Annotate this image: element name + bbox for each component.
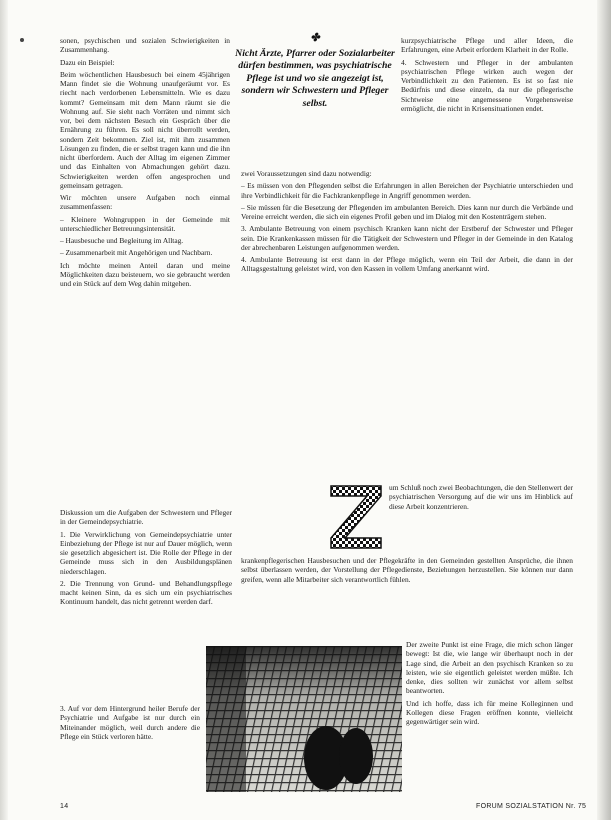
pull-quote <box>234 32 396 111</box>
paragraph: Wir möchten unsere Aufgaben noch einmal zusammenfassen: <box>60 193 230 212</box>
paragraph: 4. Ambulante Betreuung ist erst dann in der Pflege möglich, wenn ein Teil der Arbeit, die dann in der Alltagsgestaltung geleistet wird, von den Kassen in vollem Umfang anerkannt wird. <box>241 255 573 274</box>
pull-quote-text: Nicht Ärzte, Pfarrer oder Sozialarbeiter dürfen bestimmen, was psychiatrische Pflege ist und wo sie angezeigt ist, sondern wir Schwestern und Pfleger selbst. <box>235 47 395 109</box>
paragraph: 2. Die Trennung von Grund- und Behandlungspflege macht keinen Sinn, da es sich um ein psychiatrisches Kontinuum handelt, das nicht getrennt werden darf. <box>60 578 232 607</box>
paragraph: – Hausbesuche und Begleitung im Alltag. <box>60 236 184 245</box>
dropcap-z-letter <box>327 484 385 550</box>
column-left-lower <box>60 508 232 610</box>
paragraph: um Schluß noch zwei Beobachtungen, die den Stellenwert der psychiatrischen Versorgung auf die wir uns im Hinblick auf diese Arbeit konzentrieren. <box>389 483 573 511</box>
dropcap-paragraph <box>389 483 573 514</box>
magazine-footer: FORUM SOZIALSTATION Nr. 75 <box>476 803 587 810</box>
paragraph: Der zweite Punkt ist eine Frage, die mich schon länger bewegt: Ist die, wie lange wir überhaupt noch in der Lage sind, die Arbeit an den psychisch Kranken so zu leisten, wie sie eigentlich geleistet werden müßte. Ich denke, dies sollten wir zunächst vor allem selbst beantworten. <box>406 640 573 696</box>
paragraph: zwei Voraussetzungen sind dazu notwendig: <box>241 169 372 178</box>
ornament-icon: ✤ <box>310 32 320 44</box>
paragraph: 3. Auf vor dem Hintergrund heiler Berufe der Psychiatrie und Aufgabe ist nur durch ein Miteinander möglich, weil durch andere die Pflege ein Stück verloren hätte. <box>60 704 200 741</box>
paragraph: 4. Schwestern und Pfleger in der ambulanten psychiatrischen Pflege wirken auch wegen der Verbindlichkeit zu den Patienten. Es ist so fast nie Bedürfnis und diese einzeln, da nur die pflegerische Sichtweise eine angemessene Vorgehensweise ermöglicht, die nicht in Krisensituationen endet. <box>401 57 573 113</box>
paragraph: kurzpsychiatrische Pflege und aller Ideen, die Erfahrungen, eine Arbeit erfordern Klarheit in der Rolle. <box>401 36 573 55</box>
paragraph: 1. Die Verwirklichung von Gemeindepsychiatrie unter Einbeziehung der Pflege ist nur auf Dauer möglich, wenn sie gesetzlich abgesichert ist. Die Rolle der Pflege in der Gemeinde muss sich in den Ausbildungsplänen niederschlagen. <box>60 529 232 576</box>
page-number: 14 <box>60 803 69 810</box>
column-left-bottom <box>60 704 200 744</box>
paragraph: Und ich hoffe, dass ich für meine Kolleginnen und Kollegen diese Fragen eröffnen konnte, vielleicht gegenwärtiger sein wird. <box>406 698 573 726</box>
paragraph: – Es müssen von den Pflegenden selbst die Erfahrungen in allen Bereichen der Psychiatrie unterschieden und ihre Verbindlichkeit für die Fachkrankenpflege in Angriff genommen werden. <box>241 181 573 200</box>
paragraph: – Sie müssen für die Besetzung der Pflegenden im ambulanten Bereich. Dies kann nur durch die Verbände und Vereine erreicht werden, die sich ein eigenes Profil geben und im Dialog mit den Kostenträgern stehen. <box>241 202 573 221</box>
paragraph: 3. Ambulante Betreuung von einem psychisch Kranken kann nicht der Erstberuf der Schwester und Pfleger sein. Die Krankenkassen müssen für die Tätigkeit der Schwestern und Pfleger in der Gemeinde in den Katalog der abrechenbaren Leistungen aufgenommen werden. <box>241 224 573 252</box>
paragraph: Dazu ein Beispiel: <box>60 57 115 67</box>
page-right-edge <box>597 0 611 820</box>
paragraph: krankenpflegerischen Hausbesuchen und der Pflegekräfte in den Gemeinden gestellten Ansprüche, die ihnen selbst überlassen werden, der Vorstellung der Pflegedienste, Beziehungen herzustellen. Sie können nur dann greifen, wenn alle Mitarbeiter sich verantwortlich fühlen. <box>241 556 573 584</box>
column-right-top <box>401 36 573 116</box>
column-right-middle <box>241 169 573 277</box>
paragraph: Beim wöchentlichen Hausbesuch bei einem 45jährigen Mann findet sie die Wohnung unaufgeräumt vor. Es riecht nach verdorbenen Lebensmitteln. Wie es dazu kommt? Gemeinsam mit dem Mann räumt sie die Wohnung auf. Sie sieht nach Vorräten und nimmt sich vor, bei dem nächsten Besuch ein Gespräch über die Ernährung zu führen. Es soll nicht überrollt werden, sondern Zeit bekommen. Ziel ist, mit ihm zusammen Lösungen zu finden, die er selbst tragen kann und die ihn nicht überfordern. Auch der Alltag im eigenen Zimmer und das Einhalten von Abmachungen gehört dazu. Schwierigkeiten werden offen angesprochen und gemeinsam getragen. <box>60 69 230 190</box>
paragraph: Diskussion um die Aufgaben der Schwestern und Pfleger in der Gemeindepsychiatrie. <box>60 508 232 527</box>
paragraph: – Zusammenarbeit mit Angehörigen und Nachbarn. <box>60 248 213 258</box>
paragraph: Ich möchte meinen Anteil daran und meine Möglichkeiten dazu beisteuern, wo sie gebraucht werden und ein Stück auf dem Weg dahin mitgehen. <box>60 260 230 288</box>
binding-mark <box>20 38 24 42</box>
paragraph: sonen, psychischen und sozialen Schwierigkeiten in Zusammenhang. <box>60 36 230 55</box>
page-left-edge <box>0 0 8 820</box>
column-left-top <box>60 36 230 291</box>
column-right-bottom <box>406 640 573 729</box>
column-right-lower <box>241 556 573 587</box>
paragraph: – Kleinere Wohngruppen in der Gemeinde mit unterschiedlicher Betreuungsintensität. <box>60 214 230 233</box>
floor-photo <box>206 646 402 792</box>
